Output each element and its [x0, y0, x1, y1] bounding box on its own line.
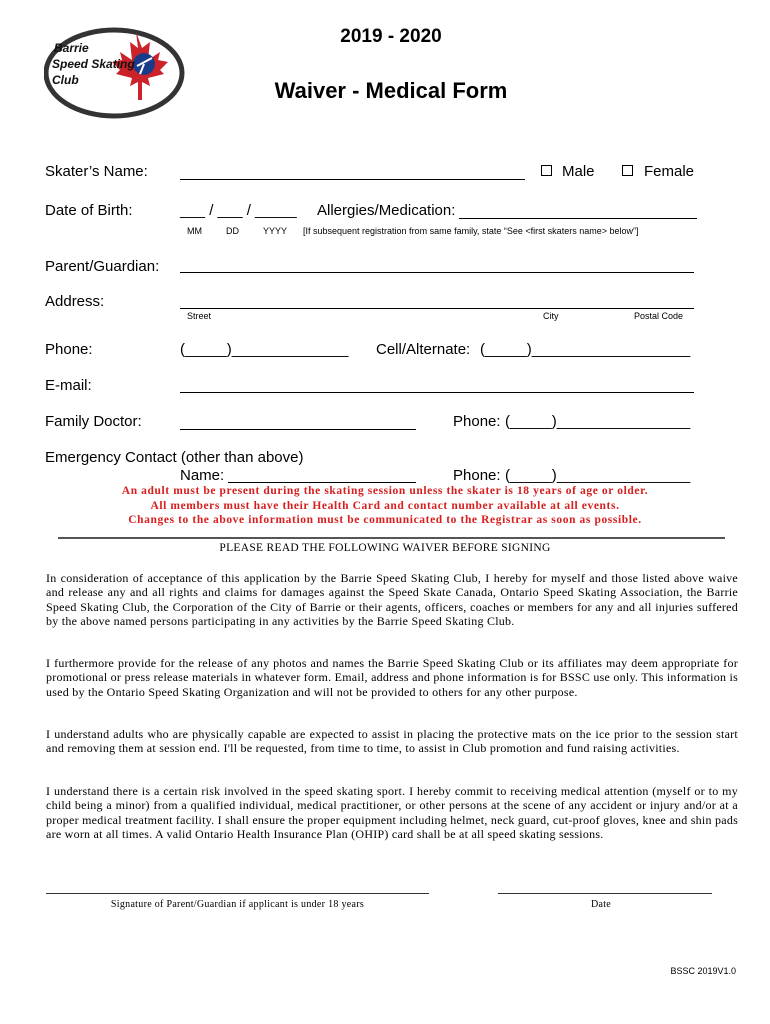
- allergies-field[interactable]: [459, 218, 697, 219]
- family-doctor-field[interactable]: [180, 429, 416, 430]
- dob-mm-hint: MM: [187, 226, 202, 236]
- female-label: Female: [644, 163, 695, 180]
- male-checkbox[interactable]: [541, 165, 552, 176]
- waiver-paragraph: I furthermore provide for the release of any photos and names the Barrie Speed Skating Club or its affiliates may deem appropriate for promotional or press release materials in whatever form. Email, address and phone information is for BSSC use only. This information is used by the Ontario Speed Skating Organization and will not be provided to others for any other purpose.: [46, 656, 738, 699]
- parent-field[interactable]: [180, 272, 694, 273]
- male-label: Male: [562, 163, 595, 180]
- emergency-phone-label: Phone:: [453, 467, 501, 484]
- allergies-label: Allergies/Medication:: [317, 202, 456, 219]
- emergency-phone-field[interactable]: (_____)________________: [505, 467, 691, 484]
- waiver-heading: PLEASE READ THE FOLLOWING WAIVER BEFORE SIGNING: [219, 542, 551, 554]
- dob-field[interactable]: ___ / ___ / _____: [180, 202, 297, 219]
- cell-label: Cell/Alternate:: [376, 341, 471, 358]
- form-version: BSSC 2019V1.0: [670, 966, 736, 976]
- email-label: E-mail:: [45, 377, 92, 394]
- signature-field[interactable]: [46, 893, 429, 894]
- logo-text-3: Club: [52, 73, 79, 87]
- form-title: Waiver - Medical Form: [274, 78, 508, 103]
- phone-label: Phone:: [45, 341, 93, 358]
- street-hint: Street: [187, 311, 212, 321]
- address-field[interactable]: [180, 308, 694, 309]
- notice-changes: Changes to the above information must be communicated to the Registrar as soon as possible.: [128, 514, 642, 526]
- section-divider: [58, 537, 725, 539]
- doctor-phone-label: Phone:: [453, 413, 501, 430]
- allergies-note: [If subsequent registration from same family, state “See <first skaters name> below”]: [303, 226, 639, 236]
- form-year: 2019 - 2020: [340, 26, 442, 47]
- cell-field[interactable]: (_____)___________________: [480, 341, 691, 358]
- waiver-paragraph: I understand adults who are physically capable are expected to assist in placing the protective mats on the ice prior to the session start and removing them at session end. I'll be requested, from time to time, to assist in Club promotion and fund raising activities.: [46, 727, 738, 756]
- doctor-phone-field[interactable]: (_____)________________: [505, 413, 691, 430]
- emergency-name-label: Name:: [180, 467, 225, 484]
- notice-health-card: All members must have their Health Card and contact number available at all events.: [150, 500, 620, 512]
- dob-dd-hint: DD: [226, 226, 239, 236]
- email-field[interactable]: [180, 392, 694, 393]
- family-doctor-label: Family Doctor:: [45, 413, 142, 430]
- emergency-label: Emergency Contact (other than above): [45, 449, 304, 466]
- waiver-paragraph: In consideration of acceptance of this application by the Barrie Speed Skating Club, I hereby for myself and those listed above waive and release any and all rights and claims for damages against the Speed Skate Canada, Ontario Speed Skating Association, the Barrie Speed Skating Club, the Corporation of the City of Barrie or their agents, officers, coaches or members for any and all injuries suffered by the above named persons participating in any activities by the Barrie Speed Skating Club.: [46, 571, 738, 628]
- signature-label: Signature of Parent/Guardian if applicant is under 18 years: [110, 899, 365, 910]
- skater-name-label: Skater’s Name:: [45, 163, 148, 180]
- address-label: Address:: [45, 293, 105, 310]
- postal-hint: Postal Code: [634, 311, 684, 321]
- dob-label: Date of Birth:: [45, 202, 133, 219]
- skater-name-field[interactable]: [180, 179, 525, 180]
- phone-field[interactable]: (_____)______________: [180, 341, 349, 358]
- emergency-name-field[interactable]: [228, 482, 416, 483]
- city-hint: City: [543, 311, 559, 321]
- date-label: Date: [590, 899, 612, 910]
- waiver-paragraph: I understand there is a certain risk involved in the speed skating sport. I hereby commit to receiving medical attention (myself or to my child being a minor) from a qualified individual, medical practitioner, or other persons at the scene of any accident or injury and/or at a proper medical treatment facility. I shall ensure the proper equipment including helmet, neck guard, cut-proof gloves, knee and shin pads are worn at all times. A valid Ontario Health Insurance Plan (OHIP) card shall be at all speed skating sessions.: [46, 784, 738, 841]
- notice-adult: An adult must be present during the skating session unless the skater is 18 years of age or older.: [121, 485, 649, 497]
- female-checkbox[interactable]: [622, 165, 633, 176]
- logo-text-2: Speed Skating: [52, 57, 135, 71]
- dob-yyyy-hint: YYYY: [263, 226, 288, 236]
- logo-text-1: Barrie: [54, 41, 89, 55]
- parent-label: Parent/Guardian:: [45, 258, 160, 275]
- date-field[interactable]: [498, 893, 712, 894]
